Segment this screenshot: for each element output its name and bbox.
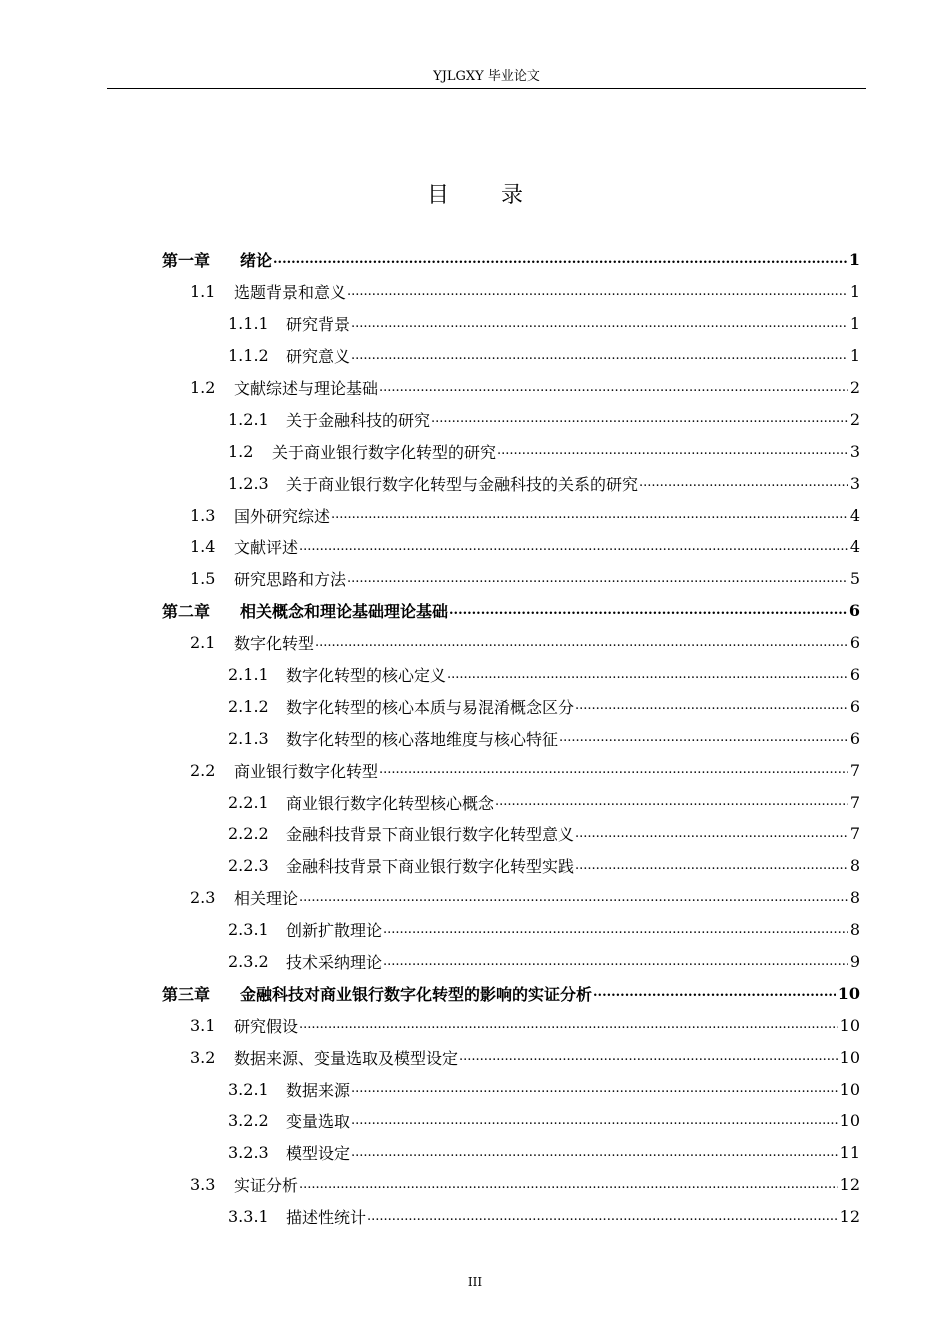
- table-of-contents: [0, 244, 950, 1233]
- page-header: YJLGXY 毕业论文: [107, 66, 866, 89]
- toc-entry-title: 绪论: [240, 251, 273, 271]
- toc-entry-title: 研究意义: [286, 347, 351, 367]
- toc-leader-dots: [347, 570, 848, 588]
- toc-entry-number: 2.1.3: [228, 728, 269, 748]
- toc-leader-dots: [495, 793, 848, 811]
- toc-entry-page: 6: [849, 633, 860, 653]
- toc-entry-title: 商业银行数字化转型核心概念: [286, 793, 495, 813]
- toc-leader-dots: [575, 825, 848, 843]
- toc-entry-page: 4: [849, 537, 860, 557]
- toc-leader-dots: [351, 1144, 838, 1162]
- toc-entry[interactable]: [0, 1169, 950, 1201]
- toc-leader-dots: [299, 889, 848, 907]
- toc-entry-page: 10: [839, 1079, 860, 1099]
- toc-entry-number: 2.3.2: [228, 952, 269, 972]
- toc-entry-number: 2.1.2: [228, 696, 269, 716]
- toc-leader-dots: [559, 729, 848, 747]
- toc-entry-number: 3.2: [190, 1047, 216, 1067]
- toc-entry-page: 12: [839, 1175, 860, 1195]
- toc-entry-number: 2.1.1: [228, 665, 269, 685]
- toc-leader-dots: [351, 347, 848, 365]
- toc-leader-dots: [351, 315, 848, 333]
- toc-entry-title: 数字化转型的核心落地维度与核心特征: [286, 729, 559, 749]
- toc-entry-number: 2.1: [190, 633, 216, 653]
- toc-entry-number: 3.1: [190, 1015, 216, 1035]
- toc-entry-page: 6: [849, 665, 860, 685]
- toc-entry-title: 文献综述与理论基础: [234, 379, 379, 398]
- toc-entry-number: 1.1.1: [228, 314, 269, 334]
- toc-entry[interactable]: [0, 627, 950, 659]
- toc-entry-number: 1.2.1: [228, 409, 269, 429]
- toc-entry-title: 研究思路和方法: [234, 570, 347, 590]
- toc-entry-number: 3.2.3: [228, 1143, 269, 1163]
- toc-leader-dots: [351, 1080, 838, 1098]
- toc-entry-title: 国外研究综述: [234, 506, 331, 526]
- toc-entry[interactable]: [0, 308, 950, 340]
- toc-entry-title: 相关理论: [234, 889, 299, 909]
- toc-title: [0, 178, 950, 209]
- toc-entry-number: 1.2: [228, 441, 254, 461]
- toc-entry[interactable]: [0, 435, 950, 467]
- toc-entry-title: 文献评述: [234, 538, 299, 558]
- toc-entry[interactable]: [0, 850, 950, 882]
- toc-entry-title: 数字化转型: [234, 634, 315, 654]
- toc-entry-page: 8: [849, 856, 860, 876]
- toc-leader-dots: [383, 953, 848, 971]
- toc-entry-page: 4: [849, 505, 860, 525]
- toc-entry-number: 3.2.1: [228, 1079, 269, 1099]
- toc-entry[interactable]: [0, 595, 950, 627]
- toc-entry-number: 第二章: [162, 602, 211, 622]
- toc-entry-title: 技术采纳理论: [286, 953, 383, 973]
- toc-entry-title: 数字化转型的核心定义: [286, 666, 447, 686]
- toc-entry-number: 3.3.1: [228, 1207, 269, 1227]
- toc-entry[interactable]: [0, 563, 950, 595]
- toc-leader-dots: [351, 1112, 838, 1130]
- toc-entry-title: 商业银行数字化转型: [234, 761, 379, 781]
- toc-entry[interactable]: [0, 818, 950, 850]
- toc-entry-page: 12: [839, 1207, 860, 1227]
- toc-entry-page: 10: [839, 1015, 860, 1035]
- toc-entry-page: 6: [848, 601, 860, 621]
- toc-title-left: 目: [426, 183, 449, 208]
- toc-entry-number: 2.3.1: [228, 920, 269, 940]
- toc-entry-number: 3.3: [190, 1175, 216, 1195]
- toc-entry[interactable]: [0, 1201, 950, 1233]
- toc-entry[interactable]: [0, 946, 950, 978]
- toc-entry-page: 5: [849, 569, 860, 589]
- toc-leader-dots: [367, 1208, 838, 1226]
- toc-leader-dots: [497, 442, 848, 460]
- toc-leader-dots: [575, 697, 848, 715]
- toc-entry-title: 实证分析: [234, 1176, 299, 1196]
- toc-entry-number: 2.2.1: [228, 792, 269, 812]
- toc-entry-page: 6: [849, 728, 860, 748]
- toc-entry[interactable]: [0, 786, 950, 818]
- toc-entry-title: 金融科技背景下商业银行数字化转型意义: [286, 825, 575, 845]
- toc-entry[interactable]: [0, 531, 950, 563]
- toc-entry-page: 8: [849, 888, 860, 908]
- toc-entry-number: 1.2: [190, 378, 216, 397]
- toc-entry-title: 数据来源: [286, 1080, 351, 1100]
- toc-leader-dots: [299, 1176, 838, 1194]
- toc-entry-page: 7: [849, 760, 860, 780]
- toc-entry-title: 金融科技背景下商业银行数字化转型实践: [286, 857, 575, 877]
- toc-entry[interactable]: [0, 372, 950, 404]
- toc-entry[interactable]: [0, 914, 950, 946]
- toc-entry-title: 创新扩散理论: [286, 921, 383, 941]
- toc-entry-title: 描述性统计: [286, 1208, 367, 1228]
- toc-leader-dots: [379, 761, 848, 779]
- toc-leader-dots: [383, 921, 848, 939]
- toc-entry-number: 2.2: [190, 760, 216, 780]
- toc-entry[interactable]: [0, 1073, 950, 1105]
- toc-entry-page: 1: [849, 282, 860, 302]
- toc-leader-dots: [431, 410, 848, 428]
- toc-entry-page: 9: [849, 952, 860, 972]
- toc-entry-title: 变量选取: [286, 1112, 351, 1132]
- toc-entry-page: 1: [848, 250, 860, 270]
- toc-entry-title: 数据来源、变量选取及模型设定: [234, 1048, 459, 1068]
- toc-entry[interactable]: [0, 403, 950, 435]
- toc-entry-page: 2: [849, 378, 860, 397]
- toc-entry[interactable]: [0, 499, 950, 531]
- toc-entry-page: 2: [849, 409, 860, 429]
- toc-entry[interactable]: [0, 467, 950, 499]
- toc-title-right: 录: [501, 183, 524, 208]
- toc-leader-dots: [331, 506, 848, 524]
- toc-entry[interactable]: [0, 659, 950, 691]
- toc-leader-dots: [379, 379, 848, 397]
- toc-entry-page: 10: [839, 1111, 860, 1131]
- toc-entry-page: 7: [849, 792, 860, 812]
- toc-entry[interactable]: [0, 1105, 950, 1137]
- toc-entry-page: 10: [837, 983, 860, 1003]
- toc-entry-number: 1.3: [190, 505, 216, 525]
- toc-entry[interactable]: [0, 754, 950, 786]
- toc-entry-number: 第一章: [162, 251, 211, 271]
- toc-entry-title: 模型设定: [286, 1144, 351, 1164]
- toc-entry-title: 研究背景: [286, 315, 351, 335]
- toc-leader-dots: [639, 474, 848, 492]
- toc-leader-dots: [459, 1048, 838, 1066]
- toc-entry-number: 1.2.3: [228, 473, 269, 493]
- toc-leader-dots: [575, 857, 848, 875]
- toc-entry[interactable]: [0, 244, 950, 276]
- toc-entry-number: 2.3: [190, 888, 216, 908]
- toc-entry-page: 1: [849, 346, 860, 366]
- toc-entry[interactable]: [0, 722, 950, 754]
- toc-entry-title: 数字化转型的核心本质与易混淆概念区分: [286, 697, 575, 717]
- toc-leader-dots: [315, 634, 848, 652]
- toc-entry-number: 1.1.2: [228, 346, 269, 366]
- toc-entry[interactable]: [0, 1009, 950, 1041]
- toc-entry-page: 1: [849, 314, 860, 334]
- toc-entry[interactable]: [0, 690, 950, 722]
- toc-entry-page: 7: [849, 824, 860, 844]
- toc-entry-page: 10: [839, 1047, 860, 1067]
- toc-leader-dots: [299, 1016, 838, 1034]
- toc-entry-number: 3.2.2: [228, 1111, 269, 1131]
- toc-entry[interactable]: [0, 340, 950, 372]
- toc-entry[interactable]: [0, 1137, 950, 1169]
- toc-entry-number: 1.4: [190, 537, 216, 557]
- toc-entry-page: 6: [849, 696, 860, 716]
- toc-entry-title: 相关概念和理论基础理论基础: [240, 602, 449, 622]
- page-number: III: [467, 1275, 483, 1289]
- toc-entry[interactable]: [0, 882, 950, 914]
- toc-entry[interactable]: [0, 977, 950, 1009]
- toc-entry-number: 1.1: [190, 282, 216, 302]
- toc-leader-dots: [299, 538, 848, 556]
- toc-entry-page: 3: [849, 441, 860, 461]
- toc-entry-title: 关于商业银行数字化转型的研究: [272, 442, 497, 462]
- toc-entry[interactable]: [0, 1041, 950, 1073]
- toc-entry-page: 3: [849, 473, 860, 493]
- toc-entry-title: 关于商业银行数字化转型与金融科技的关系的研究: [286, 474, 639, 494]
- toc-leader-dots: [273, 251, 847, 269]
- toc-entry-number: 2.2.2: [228, 824, 269, 844]
- toc-entry[interactable]: [0, 276, 950, 308]
- toc-entry-page: 11: [839, 1143, 860, 1163]
- toc-entry-number: 1.5: [190, 569, 216, 589]
- toc-entry-title: 金融科技对商业银行数字化转型的影响的实证分析: [240, 984, 593, 1004]
- toc-leader-dots: [449, 602, 847, 620]
- toc-entry-number: 2.2.3: [228, 856, 269, 876]
- toc-entry-page: 8: [849, 920, 860, 940]
- toc-entry-title: 选题背景和意义: [234, 283, 347, 303]
- toc-entry-title: 关于金融科技的研究: [286, 410, 431, 430]
- toc-leader-dots: [447, 666, 848, 684]
- toc-leader-dots: [347, 283, 848, 301]
- toc-entry-number: 第三章: [162, 984, 211, 1004]
- toc-leader-dots: [593, 984, 836, 1002]
- toc-entry-title: 研究假设: [234, 1016, 299, 1036]
